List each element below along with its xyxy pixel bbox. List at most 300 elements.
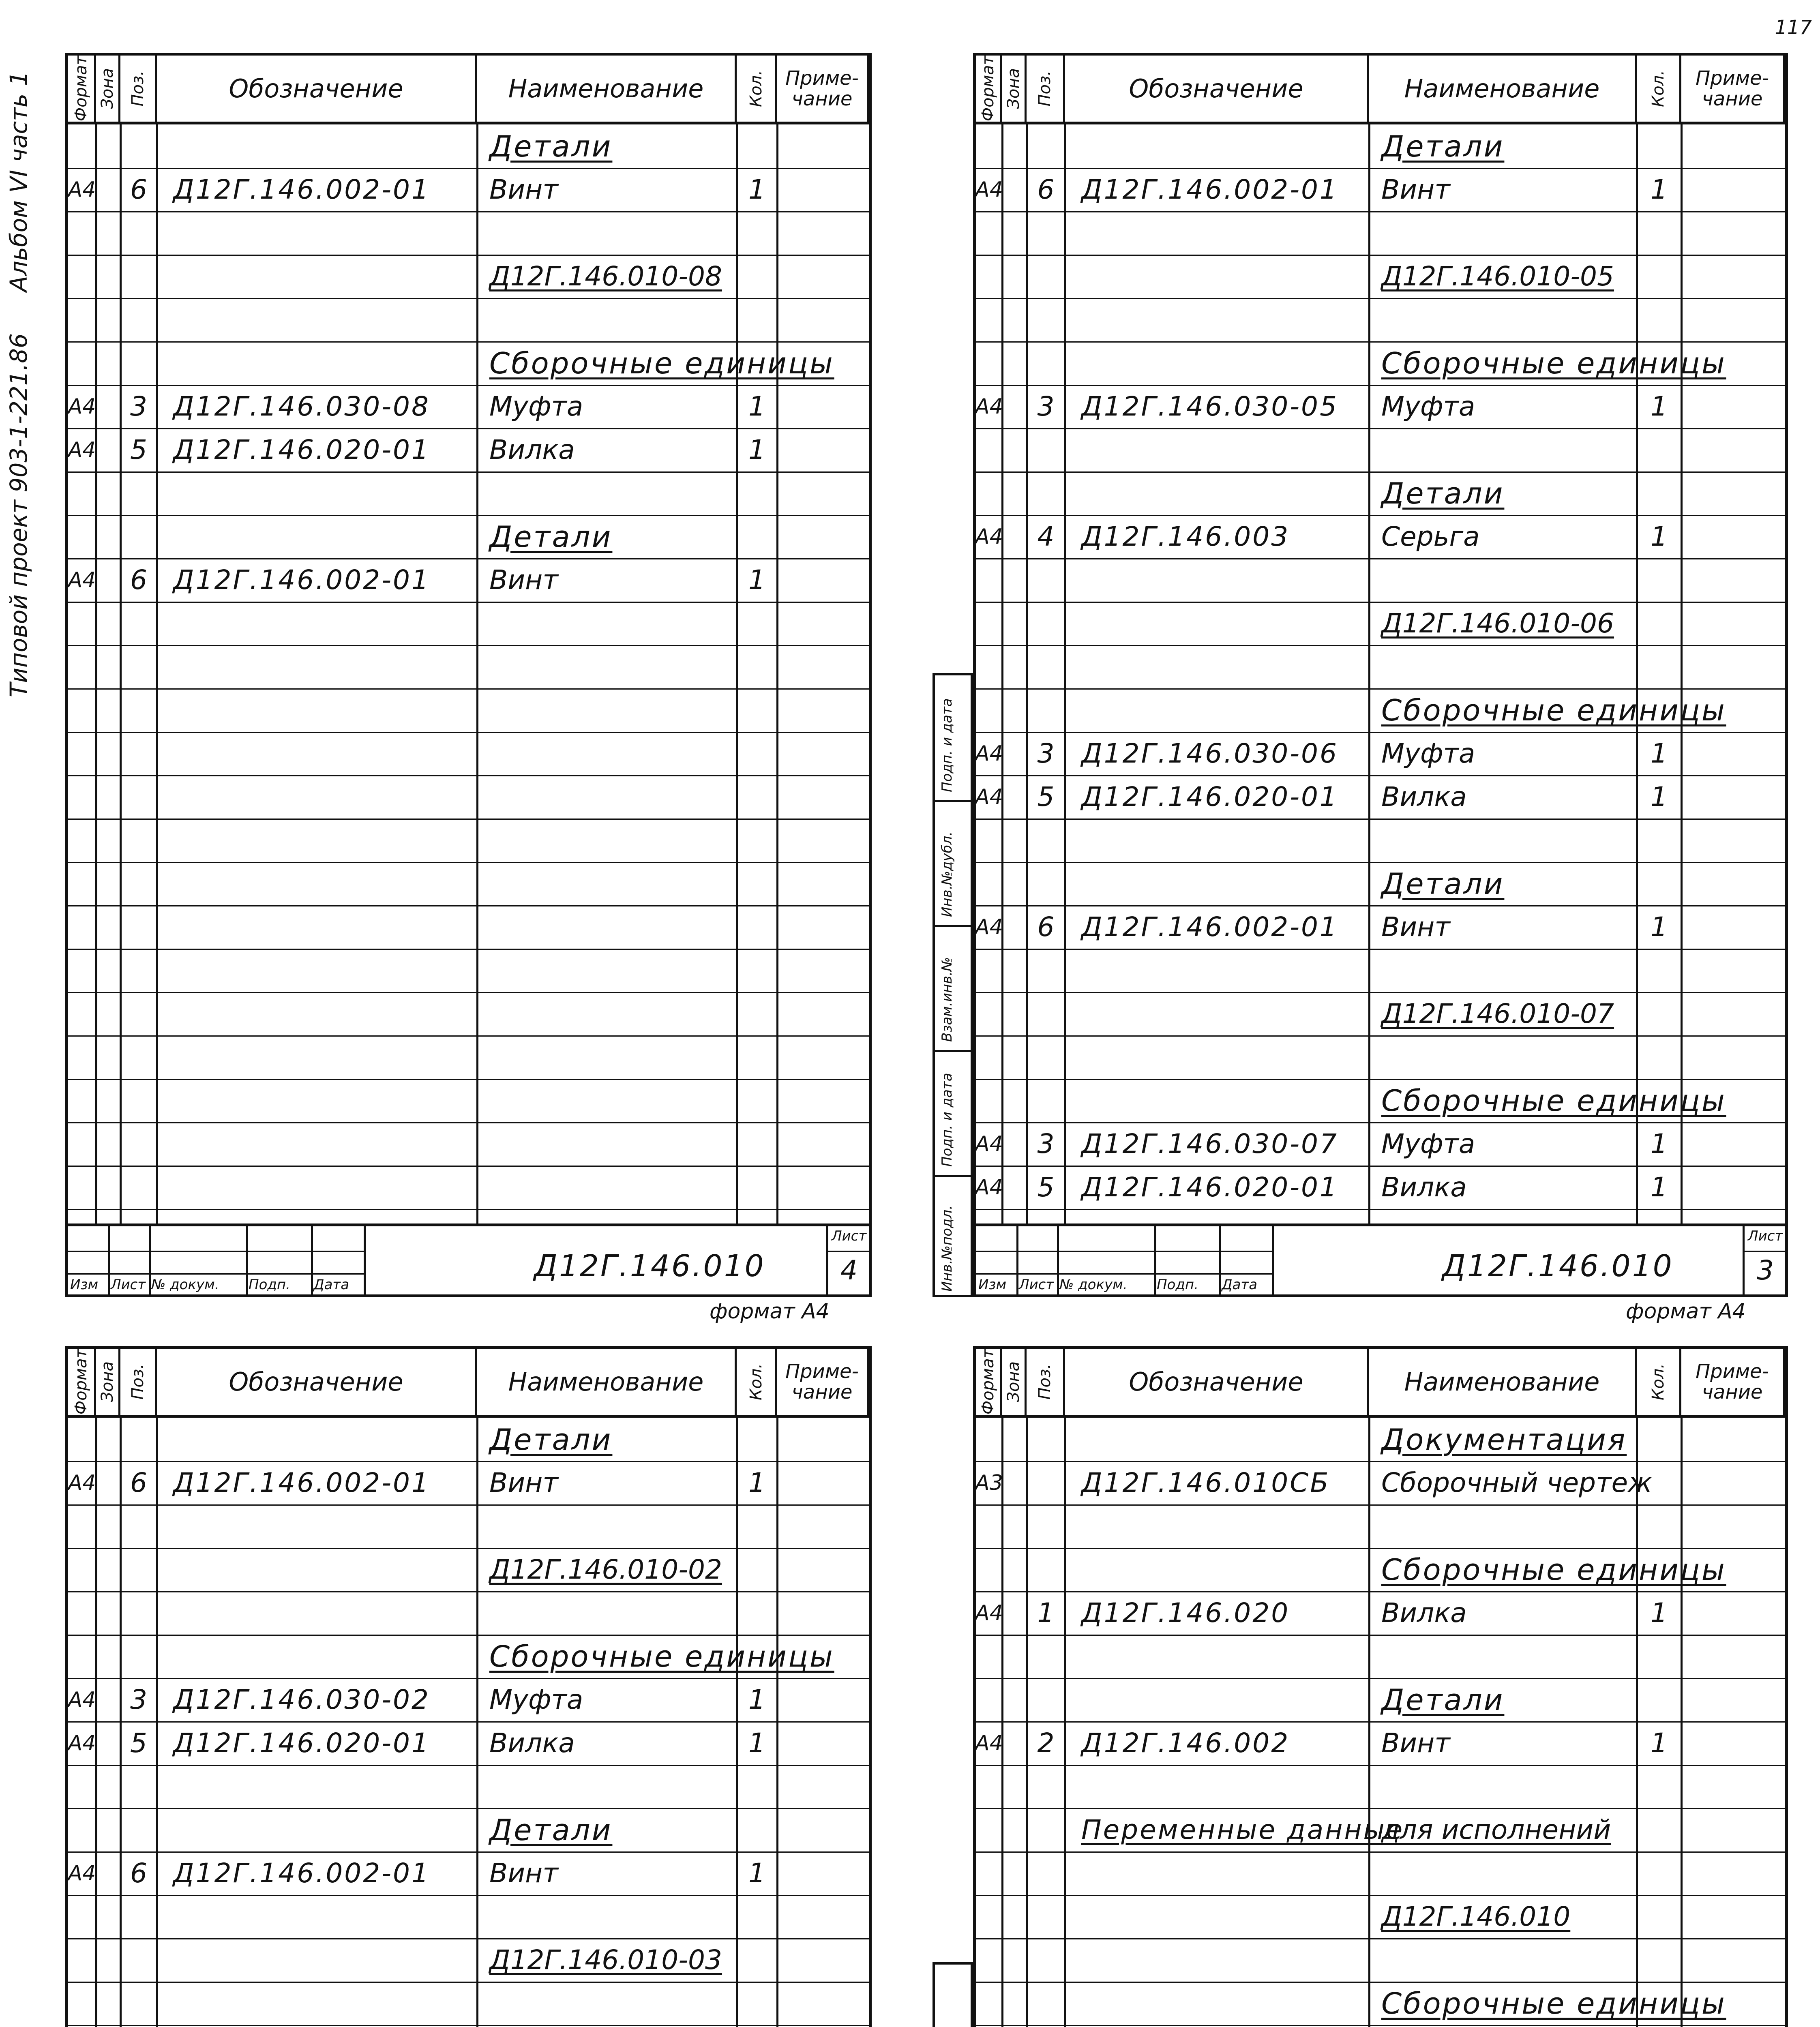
cell-format xyxy=(976,1418,1002,1461)
header-zone-label: Зона xyxy=(98,68,117,109)
header-format-label: Формат xyxy=(979,1349,997,1415)
cell-format xyxy=(68,2025,96,2027)
approval-label: Подп. и дата xyxy=(939,1073,955,1167)
cell-designation xyxy=(1065,862,1385,905)
cell-format-text: А3 xyxy=(975,1470,1003,1495)
row-divider xyxy=(68,862,869,863)
cell-designation xyxy=(157,1504,493,1548)
table-row xyxy=(976,1548,1785,1591)
table-row xyxy=(976,1461,1785,1504)
cell-format xyxy=(976,1504,1002,1548)
cell-designation xyxy=(157,1678,493,1721)
header-format-label: Формат xyxy=(71,1349,90,1415)
cell-name xyxy=(1369,1166,1649,1209)
cell-designation xyxy=(1065,732,1385,775)
cell-quantity xyxy=(737,515,777,558)
cell-quantity xyxy=(1637,124,1681,168)
cell-quantity xyxy=(1637,1895,1681,1938)
cell-name-text: Сборочный чертеж xyxy=(1381,1467,1652,1498)
format-label: формат А4 xyxy=(710,1299,830,1324)
header-zone xyxy=(1002,1349,1027,1415)
cell-name-text: Детали xyxy=(489,1422,613,1457)
header-format xyxy=(68,56,96,122)
cell-format xyxy=(68,428,96,471)
cell-format xyxy=(68,1635,96,1678)
stamp-divider xyxy=(828,1251,869,1252)
cell-designation-text: Д12Г.146.002-01 xyxy=(173,1467,431,1498)
cell-designation xyxy=(1065,385,1385,428)
cell-name xyxy=(477,124,749,168)
cell-quantity xyxy=(737,1418,777,1461)
table-header xyxy=(976,56,1785,124)
cell-designation-text: Д12Г.146.030-06 xyxy=(1081,738,1339,769)
cell-format xyxy=(976,1895,1002,1938)
cell-name-text: Серьга xyxy=(1381,521,1480,552)
cell-designation xyxy=(1065,341,1385,385)
cell-name xyxy=(477,1808,749,1851)
cell-format-text: А4 xyxy=(68,1687,96,1712)
cell-position xyxy=(1027,1122,1065,1166)
cell-quantity xyxy=(737,1548,777,1591)
cell-format xyxy=(68,1721,96,1765)
cell-quantity-text: 1 xyxy=(748,1858,765,1889)
header-pos-label: Поз. xyxy=(128,1364,147,1400)
cell-quantity xyxy=(1637,1548,1681,1591)
table-row xyxy=(976,1678,1785,1721)
cell-position xyxy=(1027,1418,1065,1461)
cell-name xyxy=(477,1504,749,1548)
cell-quantity xyxy=(1637,558,1681,602)
table-row xyxy=(68,2025,869,2027)
cell-quantity xyxy=(737,471,777,515)
stamp-divider xyxy=(1057,1226,1059,1294)
cell-name xyxy=(477,298,749,341)
table-row xyxy=(68,1635,869,1678)
cell-quantity xyxy=(1637,819,1681,862)
cell-name-text: Винт xyxy=(489,564,558,596)
cell-designation xyxy=(157,428,493,471)
cell-quantity-text: 1 xyxy=(1651,174,1668,205)
cell-name-text: Муфта xyxy=(1381,391,1475,422)
cell-quantity xyxy=(1637,862,1681,905)
table-row xyxy=(976,1504,1785,1548)
cell-quantity xyxy=(737,211,777,255)
table-header xyxy=(68,1349,869,1418)
header-name xyxy=(477,1349,737,1415)
cell-quantity xyxy=(737,2025,777,2027)
cell-quantity xyxy=(1637,1851,1681,1895)
cell-designation xyxy=(1065,602,1385,645)
stamp-doc-code: Д12Г.146.010 xyxy=(534,1249,765,1283)
cell-position xyxy=(1027,819,1065,862)
table-row xyxy=(976,862,1785,905)
cell-designation xyxy=(1065,949,1385,992)
table-row xyxy=(976,1591,1785,1635)
cell-format xyxy=(976,1635,1002,1678)
row-divider xyxy=(68,732,869,733)
cell-quantity xyxy=(1637,1808,1681,1851)
cell-format xyxy=(976,1079,1002,1122)
cell-position xyxy=(120,168,157,211)
cell-name-text: Д12Г.146.010-03 xyxy=(489,1944,722,1976)
cell-name xyxy=(1369,862,1649,905)
header-designation-label: Обозначение xyxy=(229,73,403,103)
cell-name-text: Муфта xyxy=(1381,1128,1475,1159)
cell-designation-text: Д12Г.146.020-01 xyxy=(173,1727,431,1759)
cell-name xyxy=(1369,1591,1649,1635)
cell-name xyxy=(1369,775,1649,819)
cell-name xyxy=(1369,1079,1726,1122)
table-row xyxy=(976,471,1785,515)
cell-designation xyxy=(1065,819,1385,862)
cell-name xyxy=(1369,428,1649,471)
cell-designation xyxy=(1065,1635,1385,1678)
cell-name-text: Вилка xyxy=(1381,781,1467,812)
cell-name-text: Сборочные единицы xyxy=(1381,346,1726,380)
cell-designation xyxy=(157,298,493,341)
cell-name xyxy=(1369,1678,1649,1721)
cell-format xyxy=(68,1548,96,1591)
cell-designation xyxy=(1065,168,1385,211)
cell-position xyxy=(1027,732,1065,775)
row-divider xyxy=(68,775,869,776)
cell-position xyxy=(120,1895,157,1938)
cell-quantity-text: 1 xyxy=(748,434,765,465)
approval-divider xyxy=(935,925,971,927)
stamp-label-izm: Изм xyxy=(978,1277,1007,1293)
cell-name xyxy=(477,1591,749,1635)
cell-format xyxy=(976,819,1002,862)
cell-position-text: 6 xyxy=(130,1467,147,1498)
cell-position xyxy=(1027,992,1065,1035)
cell-name xyxy=(1369,688,1726,732)
table-row xyxy=(976,124,1785,168)
cell-format xyxy=(68,515,96,558)
cell-name-text: Сборочные единицы xyxy=(489,1639,834,1673)
cell-designation xyxy=(157,341,493,385)
approval-divider xyxy=(935,800,971,802)
table-row xyxy=(976,168,1785,211)
cell-position xyxy=(120,385,157,428)
stamp-divider xyxy=(1745,1251,1785,1252)
table-row xyxy=(68,341,869,385)
cell-quantity-text: 1 xyxy=(1651,911,1668,943)
cell-format xyxy=(68,1461,96,1504)
cell-format xyxy=(68,1765,96,1808)
cell-position-text: 5 xyxy=(130,1727,147,1759)
cell-name xyxy=(1369,471,1649,515)
table-header xyxy=(68,56,869,124)
cell-name-text: Детали xyxy=(1381,476,1505,510)
cell-position xyxy=(1027,341,1065,385)
cell-position xyxy=(1027,1765,1065,1808)
cell-name xyxy=(1369,1851,1649,1895)
table-row xyxy=(976,211,1785,255)
cell-name-text: Д12Г.146.010-05 xyxy=(1381,261,1614,292)
cell-name-text: Д12Г.146.010-06 xyxy=(1381,608,1614,639)
cell-quantity xyxy=(1637,1461,1681,1504)
cell-format xyxy=(68,1895,96,1938)
cell-quantity xyxy=(1637,1938,1681,1982)
stamp-divider xyxy=(1219,1226,1221,1294)
cell-quantity-text: 1 xyxy=(1651,1597,1668,1628)
header-designation xyxy=(157,56,477,122)
cell-position-text: 6 xyxy=(1037,911,1055,943)
stamp-block xyxy=(976,1223,1785,1294)
cell-format xyxy=(68,255,96,298)
cell-name xyxy=(1369,1504,1649,1548)
header-designation-label: Обозначение xyxy=(229,1367,403,1397)
sheet-number-box xyxy=(826,1226,869,1294)
header-note-label: Приме- чание xyxy=(1696,67,1769,110)
table-row xyxy=(68,1548,869,1591)
cell-position xyxy=(1027,1079,1065,1122)
cell-position xyxy=(120,1461,157,1504)
cell-position-text: 2 xyxy=(1037,1727,1055,1759)
format-label: формат А4 xyxy=(1626,1299,1746,1324)
cell-designation-text: Д12Г.146.002 xyxy=(1081,1727,1290,1759)
cell-name xyxy=(477,1765,749,1808)
cell-quantity xyxy=(737,298,777,341)
cell-format xyxy=(976,1591,1002,1635)
cell-name xyxy=(477,255,749,298)
cell-quantity xyxy=(737,1591,777,1635)
table-row xyxy=(976,992,1785,1035)
table-row xyxy=(976,1938,1785,1982)
cell-name xyxy=(477,211,749,255)
header-note xyxy=(777,56,869,122)
cell-format xyxy=(976,1035,1002,1079)
header-note xyxy=(1681,1349,1785,1415)
cell-name-text: Винт xyxy=(1381,174,1450,205)
table-row xyxy=(68,255,869,298)
cell-name-text: Сборочные единицы xyxy=(1381,1986,1726,2021)
cell-name-text: Вилка xyxy=(1381,1597,1467,1628)
cell-designation xyxy=(157,558,493,602)
cell-format xyxy=(976,1548,1002,1591)
header-note xyxy=(777,1349,869,1415)
cell-designation xyxy=(157,1721,493,1765)
cell-format-text: А4 xyxy=(68,394,96,419)
cell-designation xyxy=(1065,515,1385,558)
stamp-label-doc: № докум. xyxy=(151,1277,219,1293)
cell-name xyxy=(1369,558,1649,602)
cell-format-text: А4 xyxy=(975,394,1003,419)
cell-position xyxy=(1027,1635,1065,1678)
cell-position-text: 5 xyxy=(1037,781,1055,812)
cell-designation xyxy=(1065,1122,1385,1166)
project-label: Типовой проект 903-1-221.86 xyxy=(5,333,32,697)
cell-position xyxy=(1027,1166,1065,1209)
cell-quantity xyxy=(1637,949,1681,992)
cell-name xyxy=(477,1548,749,1591)
cell-name xyxy=(1369,819,1649,862)
header-format xyxy=(976,56,1002,122)
cell-position xyxy=(1027,1504,1065,1548)
cell-format xyxy=(68,471,96,515)
cell-position xyxy=(120,1548,157,1591)
header-zone-label: Зона xyxy=(1004,68,1023,109)
table-row xyxy=(68,1504,869,1548)
cell-name-text: Сборочные единицы xyxy=(1381,1552,1726,1587)
header-format xyxy=(976,1349,1002,1415)
cell-name-text: Сборочные единицы xyxy=(1381,693,1726,727)
cell-format xyxy=(976,471,1002,515)
cell-quantity-text: 1 xyxy=(748,391,765,422)
cell-designation-text: Д12Г.146.030-08 xyxy=(173,391,431,422)
cell-designation xyxy=(1065,1851,1385,1895)
stamp-divider xyxy=(976,1273,1272,1275)
cell-name-text: Вилка xyxy=(1381,1172,1467,1203)
cell-name-text: Муфта xyxy=(489,1684,583,1715)
cell-format-text: А4 xyxy=(975,1601,1003,1625)
cell-format-text: А4 xyxy=(975,524,1003,549)
cell-quantity-text: 1 xyxy=(1651,781,1668,812)
table-row xyxy=(68,385,869,428)
table-row xyxy=(976,1982,1785,2025)
cell-quantity xyxy=(1637,1418,1681,1461)
cell-name xyxy=(1369,124,1649,168)
cell-format-text: А4 xyxy=(68,1731,96,1755)
row-divider xyxy=(68,949,869,950)
cell-designation xyxy=(1065,558,1385,602)
stamp-divider xyxy=(1154,1226,1156,1294)
cell-quantity-text: 1 xyxy=(748,1727,765,1759)
table-row xyxy=(976,688,1785,732)
cell-position xyxy=(1027,385,1065,428)
cell-quantity xyxy=(1637,341,1681,385)
cell-quantity xyxy=(1637,471,1681,515)
cell-quantity-text: 1 xyxy=(748,564,765,596)
table-row xyxy=(976,949,1785,992)
cell-designation-text: Д12Г.146.003 xyxy=(1081,521,1290,552)
cell-position-text: 3 xyxy=(1037,738,1055,769)
cell-name xyxy=(1369,211,1649,255)
cell-name xyxy=(477,428,749,471)
header-designation-label: Обозначение xyxy=(1129,73,1303,103)
cell-designation xyxy=(1065,645,1385,688)
stamp-label-doc: № докум. xyxy=(1059,1277,1128,1293)
cell-format-text: А4 xyxy=(975,177,1003,202)
cell-designation xyxy=(1065,471,1385,515)
cell-quantity xyxy=(737,1808,777,1851)
cell-format xyxy=(976,2025,1002,2027)
stamp-divider xyxy=(976,1251,1272,1252)
cell-format-text: А4 xyxy=(975,741,1003,766)
cell-position xyxy=(120,515,157,558)
table-row xyxy=(68,1765,869,1808)
cell-quantity xyxy=(737,1678,777,1721)
cell-quantity-text: 1 xyxy=(748,1467,765,1498)
cell-position xyxy=(120,298,157,341)
header-zone xyxy=(96,56,120,122)
cell-position xyxy=(1027,645,1065,688)
stamp-doc-code: Д12Г.146.010 xyxy=(1442,1249,1674,1283)
cell-format xyxy=(976,1166,1002,1209)
cell-designation xyxy=(157,1461,493,1504)
cell-position xyxy=(120,124,157,168)
cell-format xyxy=(976,124,1002,168)
cell-format-text: А4 xyxy=(975,1731,1003,1755)
table-row xyxy=(976,775,1785,819)
cell-position xyxy=(1027,1808,1065,1851)
spec-sheet-4 xyxy=(65,53,872,1297)
cell-format-text: А4 xyxy=(975,915,1003,939)
cell-format xyxy=(976,1808,1002,1851)
cell-quantity xyxy=(737,1895,777,1938)
cell-format xyxy=(68,1851,96,1895)
cell-name xyxy=(1369,1122,1649,1166)
cell-quantity-text: 1 xyxy=(1651,391,1668,422)
cell-quantity xyxy=(1637,1122,1681,1166)
cell-quantity xyxy=(1637,905,1681,949)
table-row xyxy=(976,1808,1785,1851)
cell-designation xyxy=(157,385,493,428)
approval-strip xyxy=(933,1962,973,2027)
table-row xyxy=(68,1982,869,2025)
cell-designation xyxy=(1065,775,1385,819)
cell-designation xyxy=(157,124,493,168)
cell-format xyxy=(68,385,96,428)
cell-position xyxy=(1027,1895,1065,1938)
cell-position xyxy=(1027,602,1065,645)
header-name-label: Наименование xyxy=(508,73,704,103)
cell-position xyxy=(1027,775,1065,819)
table-row xyxy=(976,602,1785,645)
cell-format xyxy=(976,602,1002,645)
row-divider xyxy=(68,1166,869,1167)
cell-position xyxy=(1027,1938,1065,1982)
cell-position xyxy=(120,1635,157,1678)
cell-format xyxy=(976,1721,1002,1765)
header-pos-label: Поз. xyxy=(1035,71,1054,107)
cell-name-text: Вилка xyxy=(489,1727,575,1759)
row-divider xyxy=(68,819,869,820)
cell-position xyxy=(120,211,157,255)
cell-format xyxy=(976,515,1002,558)
sheet-number-value: 4 xyxy=(840,1255,857,1286)
cell-format xyxy=(976,385,1002,428)
header-pos xyxy=(120,56,157,122)
cell-position xyxy=(1027,471,1065,515)
stamp-divider xyxy=(1272,1226,1274,1294)
cell-designation xyxy=(1065,1548,1385,1591)
cell-quantity xyxy=(1637,1721,1681,1765)
cell-position xyxy=(120,2025,157,2027)
cell-position xyxy=(120,1591,157,1635)
cell-designation-text: Д12Г.146.020-01 xyxy=(1081,781,1339,812)
row-divider xyxy=(976,1209,1785,1210)
cell-quantity-text: 1 xyxy=(748,1684,765,1715)
cell-designation-text: Д12Г.146.002-01 xyxy=(1081,911,1339,943)
header-designation xyxy=(1065,1349,1369,1415)
cell-designation xyxy=(1065,1808,1404,1851)
cell-position xyxy=(120,1765,157,1808)
cell-quantity xyxy=(1637,732,1681,775)
cell-quantity xyxy=(1637,428,1681,471)
cell-quantity xyxy=(1637,1035,1681,1079)
cell-position xyxy=(1027,1851,1065,1895)
cell-position xyxy=(120,1938,157,1982)
table-row xyxy=(68,1851,869,1895)
stamp-divider xyxy=(311,1226,313,1294)
header-pos xyxy=(120,1349,157,1415)
table-row xyxy=(68,124,869,168)
cell-designation xyxy=(157,1982,493,2025)
cell-name-text: Д12Г.146.010-02 xyxy=(489,1554,722,1585)
cell-designation xyxy=(157,211,493,255)
approval-label: Инв.№подл. xyxy=(939,1205,955,1292)
